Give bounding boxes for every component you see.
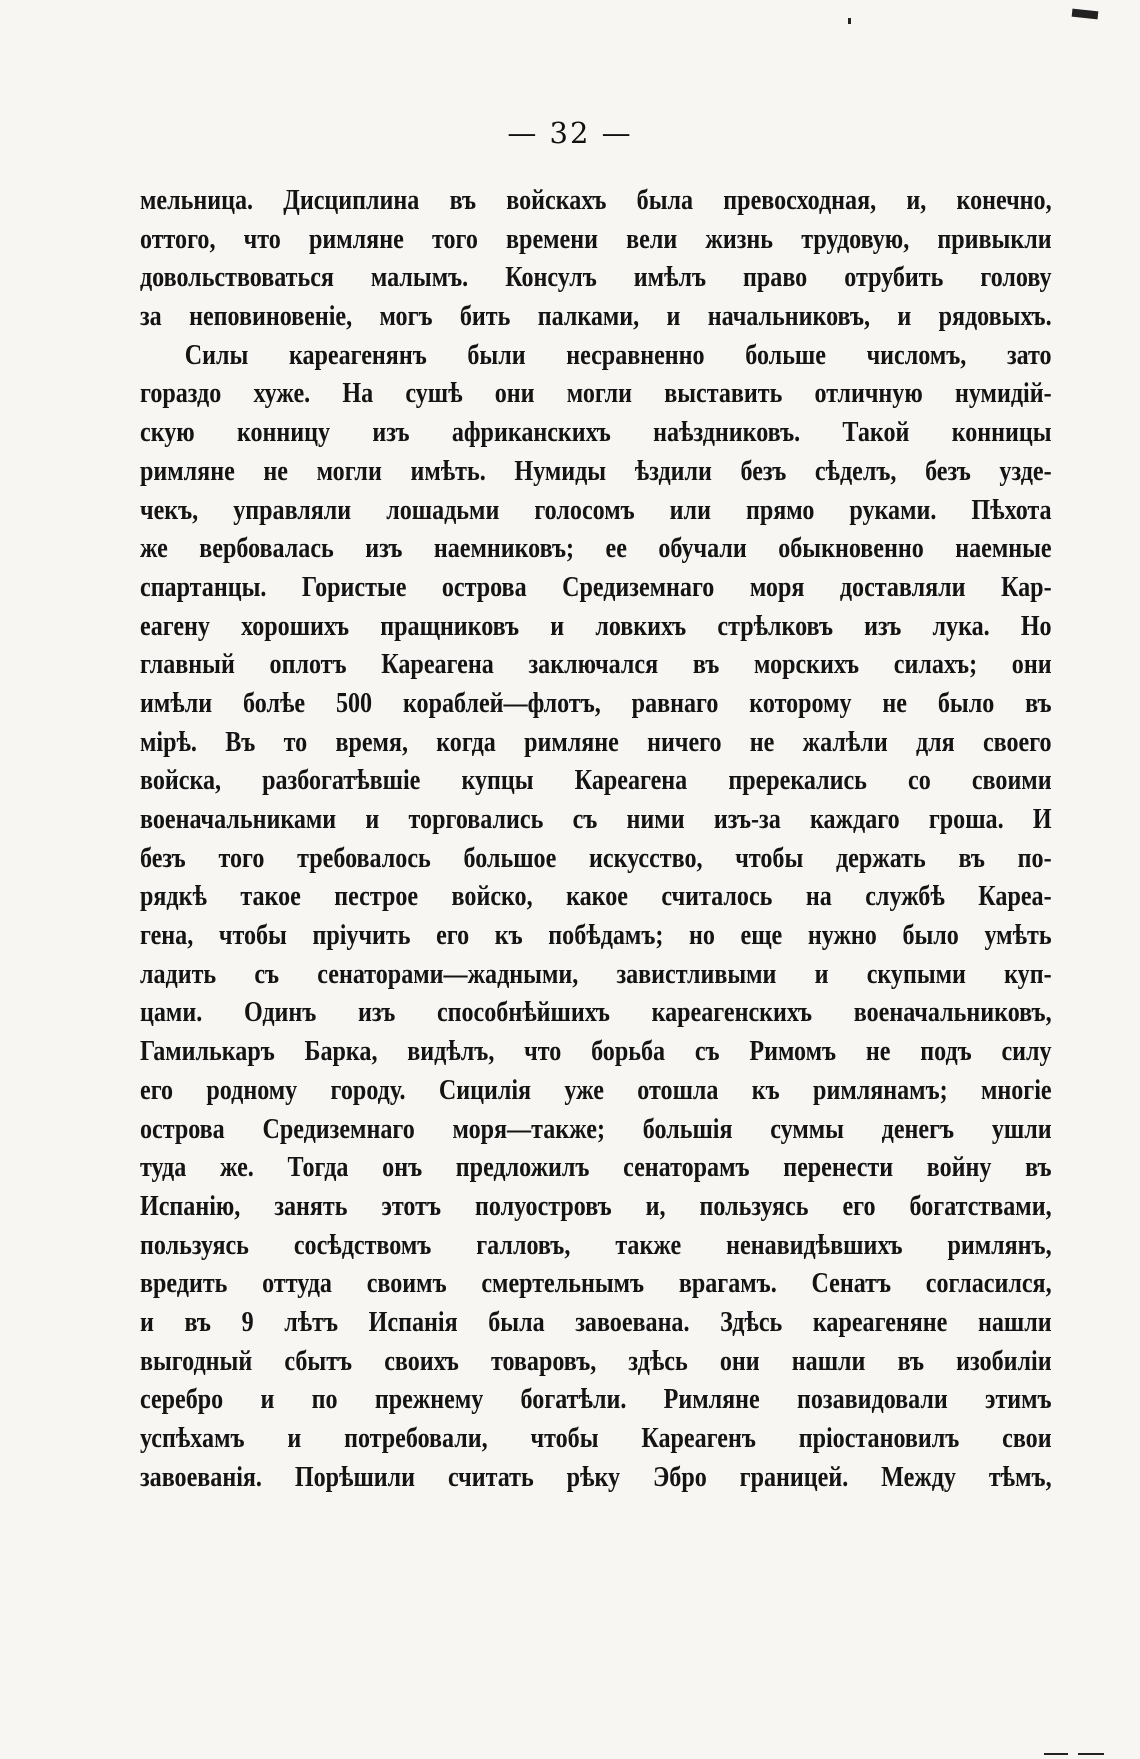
text-line: острова Средиземнаго моря—также; большія суммы денегъ ушли [140,1113,1052,1145]
text-line: оттого, что римляне того времени вели жизнь трудовую, привыкли [140,223,1052,255]
text-line: его родному городу. Сицилія уже отошла къ римлянамъ; многіе [140,1074,1052,1106]
page-number: — 32 — [507,116,633,150]
text-line: Испанію, занять этотъ полуостровъ и, пользуясь его богатствами, [140,1190,1052,1222]
text-line: завоеванія. Порѣшили считать рѣку Эбро границей. Между тѣмъ, [140,1461,1052,1493]
text-line: ладить съ сенаторами—жадными, завистливыми и скупыми куп- [140,958,1052,990]
paragraph-first-line: Силы кареагенянъ были несравненно больше числомъ, зато [184,339,1052,371]
text-line: за неповиновеніе, могъ бить палками, и начальниковъ, и рядовыхъ. [140,301,1052,333]
text-line: главный оплотъ Кареагена заключался въ морскихъ силахъ; они [140,649,1052,681]
scan-mark [1044,1753,1068,1755]
text-line: спартанцы. Гористые острова Средиземнаго моря доставляли Кар- [140,571,1052,603]
text-line: мірѣ. Въ то время, когда римляне ничего не жалѣли для своего [140,726,1052,758]
text-line: туда же. Тогда онъ предложилъ сенаторамъ перенести войну въ [140,1152,1052,1184]
text-line: мельница. Дисциплина въ войскахъ была превосходная, и, конечно, [140,185,1052,216]
text-line: же вербовалась изъ наемниковъ; ее обучали обыкновенно наемные [140,533,1052,565]
text-line: чекъ, управляли лошадьми голосомъ или прямо руками. Пѣхота [140,494,1052,526]
text-line: еагену хорошихъ пращниковъ и ловкихъ стрѣлковъ изъ лука. Но [140,610,1052,642]
text-line: серебро и по прежнему богатѣли. Римляне позавидовали этимъ [140,1384,1052,1416]
text-line: пользуясь сосѣдствомъ галловъ, также ненавидѣвшихъ римлянъ, [140,1229,1052,1261]
text-line: выгодный сбытъ своихъ товаровъ, здѣсь они нашли въ изобиліи [140,1345,1052,1377]
text-line: гена, чтобы пріучить его къ побѣдамъ; но еще нужно было умѣть [140,920,1052,952]
text-line: военачальниками и торговались съ ними изъ-за каждаго гроша. И [140,804,1052,835]
text-line: гораздо хуже. На сушѣ они могли выставить отличную нумидій- [140,378,1052,410]
text-line: успѣхамъ и потребовали, чтобы Кареагенъ пріостановилъ свои [140,1423,1052,1454]
text-line: Гамилькаръ Барка, видѣлъ, что борьба съ Римомъ не подъ силу [140,1036,1052,1068]
text-line: цами. Одинъ изъ способнѣйшихъ кареагенскихъ военачальниковъ, [140,997,1052,1029]
body-text [140,182,1052,1497]
scan-mark [1072,9,1099,20]
text-line: рядкѣ такое пестрое войско, какое считалось на службѣ Кареа- [140,881,1052,913]
text-line: вредить оттуда своимъ смертельнымъ врагамъ. Сенатъ согласился, [140,1268,1052,1300]
text-line: безъ того требовалось большое искусство, чтобы держать въ по- [140,842,1052,874]
text-line: войска, разбогатѣвшіе купцы Кареагена пререкались со своими [140,765,1052,797]
text-line: довольствоваться малымъ. Консулъ имѣлъ право отрубить голову [140,262,1052,294]
scan-mark [848,18,851,24]
scan-mark [1078,1753,1104,1755]
text-line: и въ 9 лѣтъ Испанія была завоевана. Здѣсь кареагеняне нашли [140,1306,1052,1338]
text-line: скую конницу изъ африканскихъ наѣздниковъ. Такой конницы [140,417,1052,449]
text-line: имѣли болѣе 500 кораблей—флотъ, равнаго которому не было въ [140,687,1052,719]
text-line: римляне не могли имѣть. Нумиды ѣздили безъ сѣделъ, безъ узде- [140,455,1052,487]
